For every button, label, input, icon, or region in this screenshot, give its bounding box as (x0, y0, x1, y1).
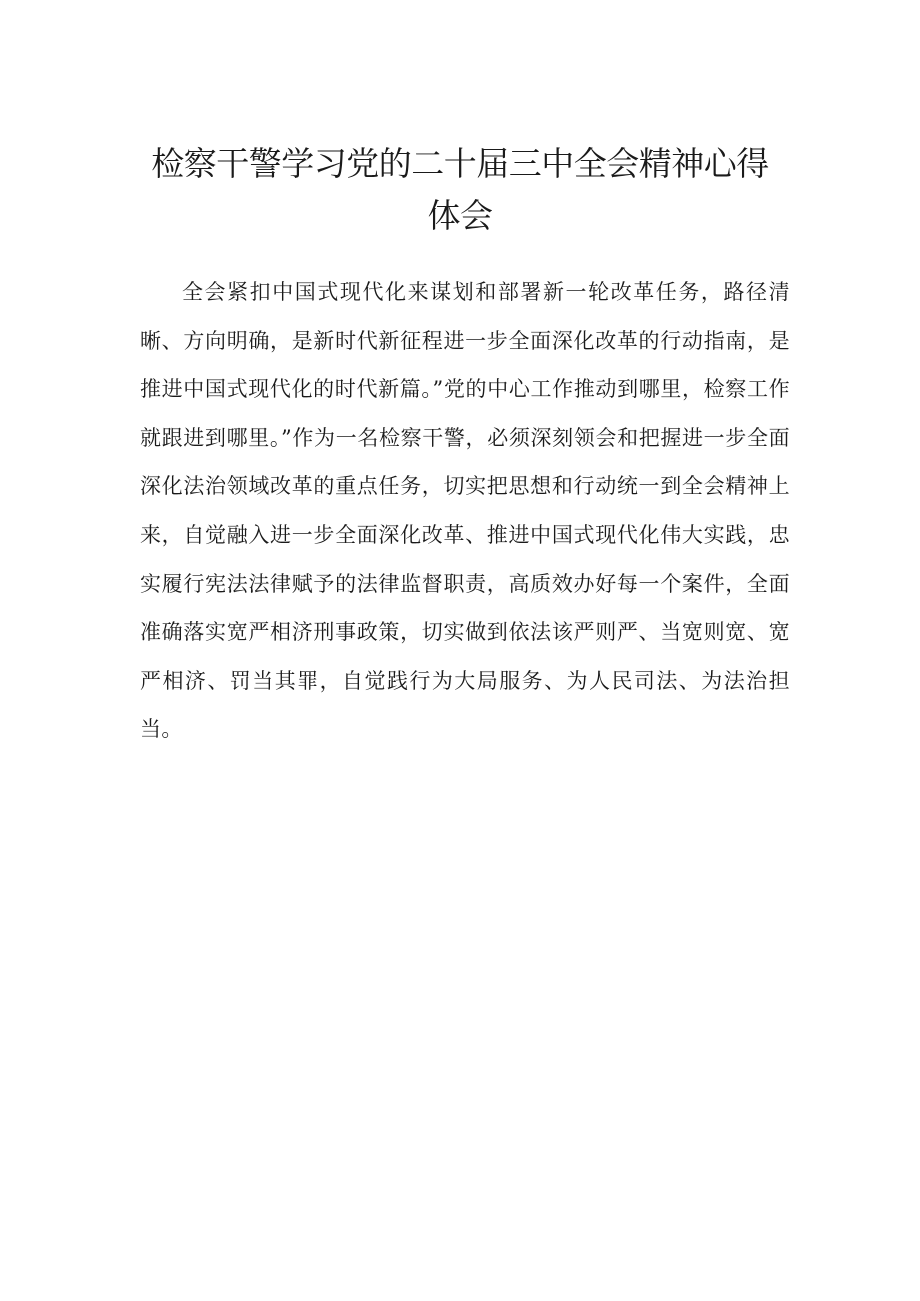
document-title: 检察干警学习党的二十届三中全会精神心得体会 (151, 144, 769, 235)
body-paragraph: 全会紧扣中国式现代化来谋划和部署新一轮改革任务，路径清晰、方向明确，是新时代新征程进一步全面深化改革的行动指南，是推进中国式现代化的时代新篇。”党的中心工作推动到哪里，检察工作就跟进到哪里。”作为一名检察干警，必须深刻领会和把握进一步全面深化法治领域改革的重点任务，切实把思想和行动统一到全会精神上来，自觉融入进一步全面深化改革、推进中国式现代化伟大实践，忠实履行宪法法律赋予的法律监督职责，高质效办好每一个案件，全面准确落实宽严相济刑事政策，切实做到依法该严则严、当宽则宽、宽严相济、罚当其罪，自觉践行为大局服务、为人民司法、为法治担当。 (140, 280, 790, 742)
